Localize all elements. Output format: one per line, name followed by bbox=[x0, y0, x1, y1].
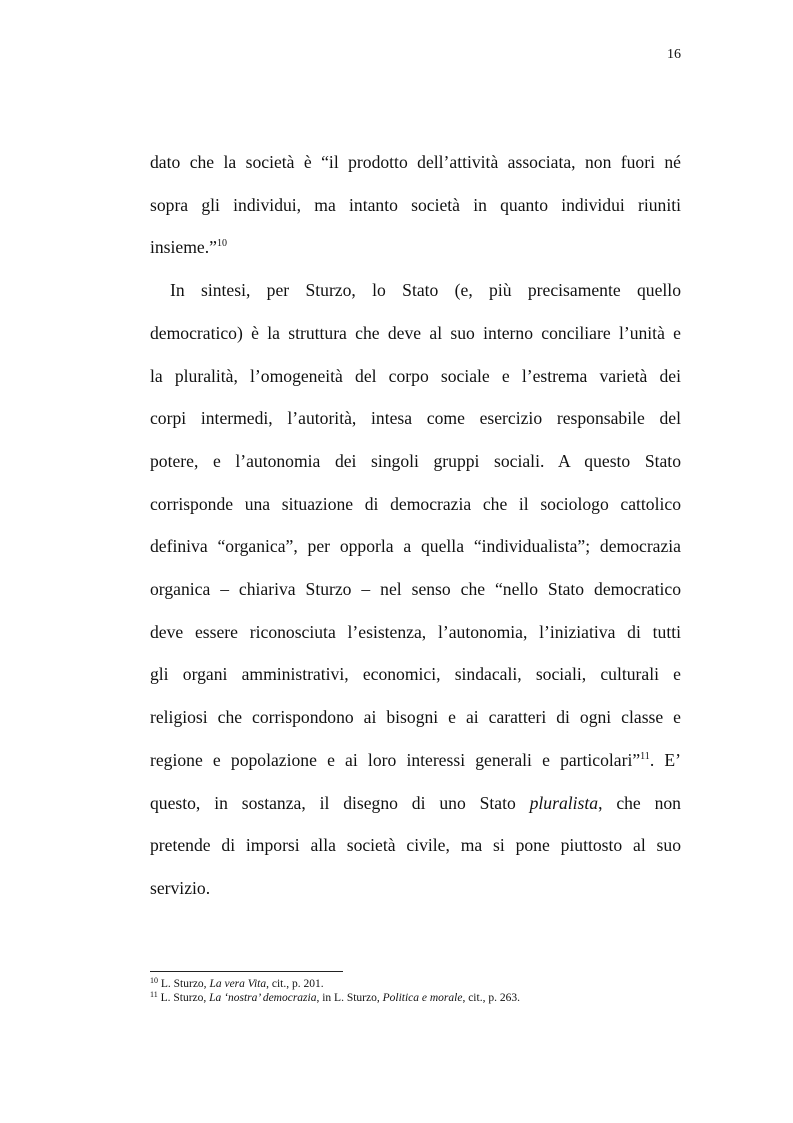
emphasis: La vera Vita bbox=[209, 978, 267, 990]
text-line: dato che la società è “il prodotto dell’attività associata, non fuori né bbox=[150, 152, 681, 172]
footnotes bbox=[150, 977, 710, 1005]
text-fragment: . E’ bbox=[649, 749, 681, 770]
text-line: deve essere riconosciuta l’esistenza, l’autonomia, l’iniziativa di tutti bbox=[150, 621, 681, 642]
paragraph-1 bbox=[150, 141, 681, 269]
text-line bbox=[150, 226, 681, 269]
text-line: servizio. bbox=[150, 877, 211, 898]
text-line: potere, e l’autonomia dei singoli gruppi sociali. A questo Stato bbox=[150, 450, 681, 471]
text-fragment: , in L. Sturzo, bbox=[316, 992, 383, 1004]
text-line: organica – chiariva Sturzo – nel senso che “nello Stato democratico bbox=[150, 579, 681, 600]
text-fragment: L. Sturzo, bbox=[157, 992, 210, 1004]
footnote-number: 11 bbox=[150, 990, 158, 999]
text-line bbox=[150, 739, 681, 782]
text-line: gli organi amministrativi, economici, sindacali, sociali, culturali e bbox=[150, 664, 681, 685]
paragraph-2 bbox=[150, 269, 681, 910]
page-number: 16 bbox=[667, 47, 681, 62]
footnote-ref: 10 bbox=[216, 238, 227, 250]
text-fragment: questo, in sostanza, il disegno di uno Stato bbox=[150, 792, 530, 813]
text-fragment: , cit., p. 263. bbox=[462, 992, 520, 1004]
text-line: definiva “organica”, per opporla a quella “individualista”; democrazia bbox=[150, 536, 681, 557]
body-text bbox=[150, 141, 681, 910]
text-fragment: regione e popolazione e ai loro interessi generali e particolari” bbox=[150, 749, 641, 770]
footnote-11 bbox=[150, 991, 710, 1005]
text-line: democratico) è la struttura che deve al suo interno conciliare l’unità e bbox=[150, 322, 681, 343]
footnote-10 bbox=[150, 977, 710, 991]
text-fragment: , che non bbox=[598, 792, 681, 813]
text-line: In sintesi, per Sturzo, lo Stato (e, più precisamente quello bbox=[170, 280, 681, 301]
emphasis: Politica e morale bbox=[382, 992, 463, 1004]
text-fragment: , cit., p. 201. bbox=[266, 978, 324, 990]
text-line: corrisponde una situazione di democrazia che il sociologo cattolico bbox=[150, 493, 681, 514]
text-line: corpi intermedi, l’autorità, intesa come esercizio responsabile del bbox=[150, 408, 681, 429]
text-fragment: L. Sturzo, bbox=[158, 978, 210, 990]
emphasis: pluralista bbox=[529, 792, 599, 813]
text-line bbox=[150, 782, 681, 825]
text-line: sopra gli individui, ma intanto società in quanto individui riuniti bbox=[150, 194, 681, 215]
footnote-ref: 11 bbox=[640, 750, 650, 762]
footnote-separator bbox=[150, 971, 343, 972]
text-line: la pluralità, l’omogeneità del corpo sociale e l’estrema varietà dei bbox=[150, 365, 681, 386]
emphasis: La ‘nostra’ democrazia bbox=[209, 992, 317, 1004]
text-fragment: insieme.” bbox=[150, 237, 217, 258]
text-line: pretende di imporsi alla società civile, ma si pone piuttosto al suo bbox=[150, 835, 681, 856]
text-line: religiosi che corrispondono ai bisogni e ai caratteri di ogni classe e bbox=[150, 707, 681, 728]
footnote-number: 10 bbox=[150, 976, 158, 985]
